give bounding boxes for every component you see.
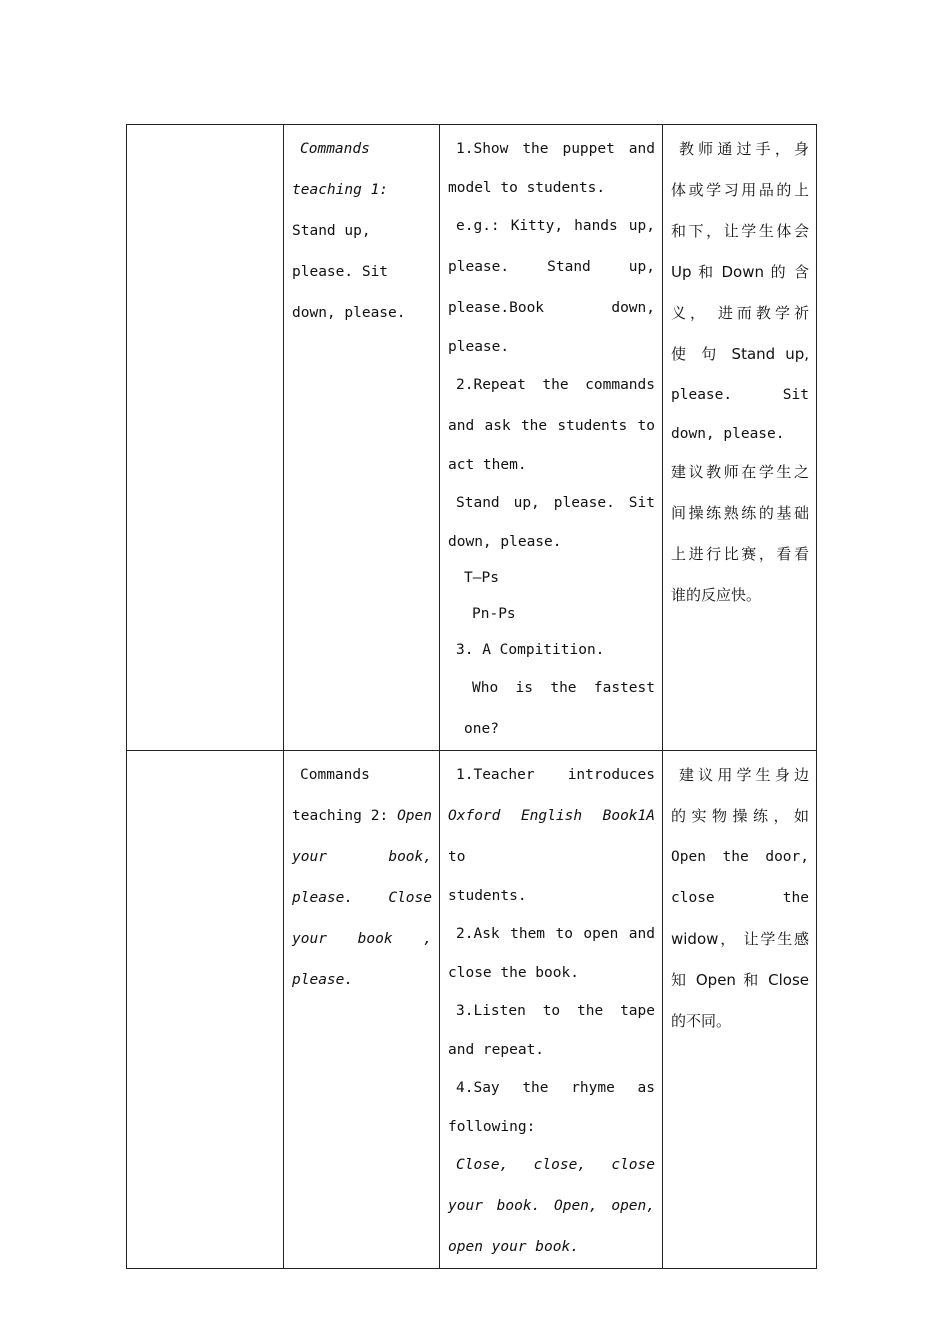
procedure-line: open your book.	[448, 1239, 579, 1255]
procedure-line: 1.Show the puppet and	[456, 141, 655, 157]
procedure-line: close the book.	[448, 965, 579, 981]
notes-line: Up 和 Down 的 含	[671, 263, 809, 281]
procedure-line: e.g.: Kitty, hands up,	[456, 218, 655, 234]
topic-line: please.	[292, 972, 354, 988]
notes-cell	[663, 125, 817, 751]
notes-line: 建议教师在学生之	[671, 463, 809, 481]
notes-line: 的实物操练，如	[671, 807, 809, 825]
topic-line: please. Close	[292, 890, 432, 906]
table-row	[127, 125, 817, 751]
procedure-line: please.	[448, 339, 510, 355]
notes-line: 谁的反应快。	[671, 586, 762, 604]
procedure-cell	[440, 125, 663, 751]
procedure-line: 4.Say the rhyme as	[456, 1080, 655, 1096]
procedure-line: 3. A Compitition.	[456, 642, 605, 658]
topic-line: your book,	[292, 849, 432, 865]
procedure-line: following:	[448, 1119, 536, 1135]
procedure-line: 3.Listen to the tape	[456, 1003, 655, 1019]
notes-line: 和下，让学生体会	[671, 222, 809, 240]
procedure-line: and ask the students to	[448, 418, 655, 434]
procedure-line: one?	[464, 721, 499, 737]
procedure-line: Pn-Ps	[472, 606, 516, 622]
notes-cell	[663, 751, 817, 1269]
procedure-line: down, please.	[448, 534, 562, 550]
topic-line: Commands	[300, 141, 370, 157]
notes-line: 上进行比赛，看看	[671, 545, 809, 563]
procedure-line: 2.Repeat the commands	[456, 377, 655, 393]
procedure-line: students.	[448, 888, 527, 904]
procedure-line: please.Book down,	[448, 300, 655, 316]
procedure-line: Who is the fastest	[472, 680, 655, 696]
topic-line: teaching 2: Open	[292, 808, 432, 824]
procedure-line: and repeat.	[448, 1042, 545, 1058]
notes-line: 教师通过手，身	[679, 140, 809, 158]
topic-cell	[284, 125, 440, 751]
notes-line: widow， 让学生感	[671, 930, 809, 948]
procedure-line: 2.Ask them to open and	[456, 926, 655, 942]
notes-line: 义， 进而教学祈	[671, 304, 809, 322]
notes-line: please. Sit	[671, 387, 809, 403]
lesson-plan-table	[126, 124, 817, 1269]
notes-line: 的不同。	[671, 1012, 732, 1030]
procedure-line: T—Ps	[464, 570, 499, 586]
topic-line: teaching 1:	[292, 182, 389, 198]
procedure-line: 1.Teacher introduces	[456, 767, 655, 783]
notes-line: 知 Open 和 Close	[671, 971, 809, 989]
procedure-line: model to students.	[448, 180, 606, 196]
topic-line: your book ,	[292, 931, 432, 947]
procedure-line: please. Stand up,	[448, 259, 655, 275]
notes-line: 间操练熟练的基础	[671, 504, 809, 522]
topic-line: please. Sit	[292, 264, 389, 280]
notes-line: close the	[671, 890, 809, 906]
notes-line: 体或学习用品的上	[671, 181, 809, 199]
topic-line: Stand up,	[292, 223, 371, 239]
topic-cell	[284, 751, 440, 1269]
notes-line: 使 句 Stand up,	[671, 345, 809, 363]
notes-line: down, please.	[671, 426, 785, 442]
empty-cell	[127, 125, 284, 751]
topic-line: Commands	[300, 767, 370, 783]
topic-line: down, please.	[292, 305, 406, 321]
procedure-line: Oxford English Book1A to	[448, 808, 655, 865]
table-row	[127, 751, 817, 1269]
procedure-line: Stand up, please. Sit	[456, 495, 655, 511]
empty-cell	[127, 751, 284, 1269]
procedure-line: act them.	[448, 457, 527, 473]
procedure-line: Close, close, close	[456, 1157, 655, 1173]
procedure-cell	[440, 751, 663, 1269]
procedure-line: your book. Open, open,	[448, 1198, 655, 1214]
notes-line: Open the door,	[671, 849, 809, 865]
notes-line: 建议用学生身边	[679, 766, 809, 784]
